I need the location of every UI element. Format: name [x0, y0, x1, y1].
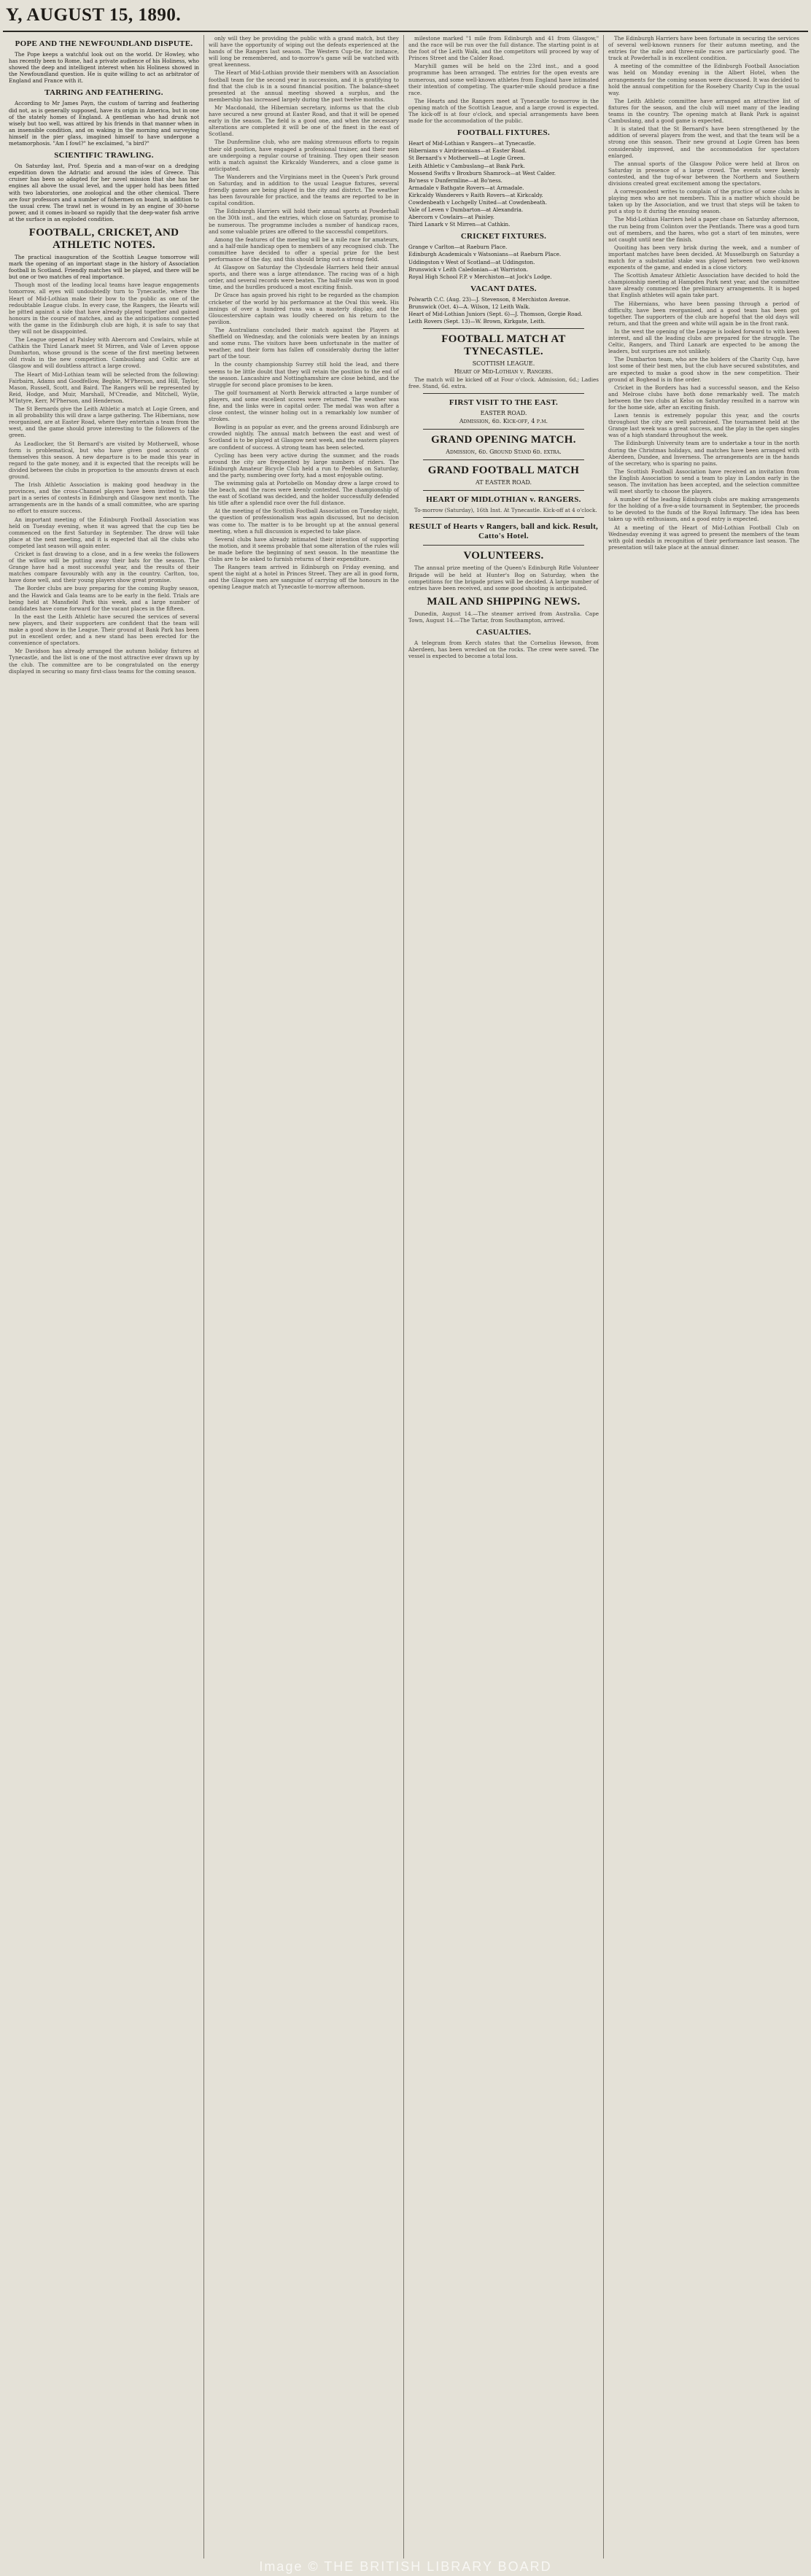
columns-container: [4, 35, 805, 2558]
section-subheading: Admission, 6d. Ground Stand 6d. extra.: [446, 449, 562, 456]
article-paragraph: Several clubs have already intimated their intention of supporting the motion, and it seems probable that some alteration of the rules will be made before the beginning of next season. In the meantime the clubs are to be asked to furnish returns of their expenditure.: [209, 535, 399, 563]
list-item: Armadale v Bathgate Rovers—at Armadale.: [408, 184, 524, 191]
issue-date: Y, AUGUST 15, 1890.: [6, 5, 182, 25]
section-divider: [423, 490, 584, 491]
list-item: Brunswick (Oct. 4)—A. Wilson, 12 Leith Walk.: [408, 303, 530, 310]
article-paragraph: The practical inauguration of the Scottish League tomorrow will mark the opening of an important stage in the history of Association football in Scotland. Friendly matches will be played, and there will be but one or two matches of real importance.: [9, 253, 199, 281]
article-paragraph: The annual sports of the Glasgow Police were held at Ibrox on Saturday in presence of a large crowd. The events were keenly contested, and the tug-of-war between the Northern and Southern divisions created great excitement among the spectators.: [608, 160, 799, 187]
section-heading: FOOTBALL FIXTURES.: [457, 128, 551, 138]
section-heading: POPE AND THE NEWFOUNDLAND DISPUTE.: [15, 39, 193, 48]
article-paragraph: Cycling has been very active during the summer, and the roads around the city are frequented by large numbers of riders. The Edinburgh Amateur Bicycle Club held a run to Peebles on Saturday, and the party, numbering over forty, had a most enjoyable outing.: [209, 451, 399, 478]
list-item: Grange v Carlton—at Raeburn Place.: [408, 244, 508, 251]
article-paragraph: An important meeting of the Edinburgh Football Association was held on Tuesday evening, when it was agreed that the cup ties be commenced on the first Saturday in September. The draw will take place at the next meeting, and it is expected that all the clubs who competed last season will again enter.: [9, 516, 199, 549]
section-subheading: EASTER ROAD.: [480, 410, 527, 417]
column-3: [404, 35, 604, 2558]
article-paragraph: According to Mr James Payn, the custom of tarring and feathering did not, as is generally supposed, have its origin in America, but in one of the stately homes of England. A gentleman who had drunk not wisely but too well, was attired by his friends in that manner when in an insensible condition, and on waking in the morning and surveying himself in the pier glass, imagined himself to have undergone a metamorphosis. "Am I fowl?" he exclaimed, "a bird?": [9, 100, 199, 147]
section-heading: GRAND OPENING MATCH.: [431, 434, 576, 446]
masthead-rule: [3, 31, 808, 32]
article-paragraph: The Mid-Lothian Harriers held a paper chase on Saturday afternoon, the run being from Colinton over the Pentlands. There was a good turn out of members, and the hares, who got a start of ten minutes, were not caught until near the finish.: [608, 216, 799, 243]
article-paragraph: Dunedin, August 14.—The steamer arrived from Australia. Cape Town, August 14.—The Tartar, from Southampton, arrived.: [408, 610, 599, 624]
article-paragraph: The Edinburgh University team are to undertake a tour in the north during the Christmas holidays, and matches have been arranged with Aberdeen, Dundee, and Inverness. The arrangements are in the hands of the secretary, who is sparing no pains.: [608, 440, 799, 467]
list-item: Third Lanark v St Mirren—at Cathkin.: [408, 221, 511, 228]
article-paragraph: The swimming gala at Portobello on Monday drew a large crowd to the beach, and the races were keenly contested. The championship of the east of Scotland was decided, and the holder successfully defended his title after a splendid race over the full distance.: [209, 480, 399, 507]
article-paragraph: At the meeting of the Scottish Football Association on Tuesday night, the question of professionalism was again discussed, but no decision was come to. The matter is to be brought up at the annual general meeting, when a full discussion is expected to take place.: [209, 508, 399, 535]
section-divider: [423, 328, 584, 329]
section-divider: [423, 429, 584, 430]
article-paragraph: Cricket is fast drawing to a close, and in a few weeks the followers of the willow will be putting away their bats for the season. The Grange have had a most successful year, and the results of their matches compare favourably with any in the country. Carlton, too, have done well, and their young players show great promise.: [9, 551, 199, 584]
column-1: [4, 35, 204, 2558]
section-heading: VOLUNTEERS.: [463, 550, 544, 562]
article-paragraph: The annual prize meeting of the Queen's Edinburgh Rifle Volunteer Brigade will be held at Hunter's Bog on Saturday, when the competitions for the brigade prizes will be decided. A large number of entries have been received, and some good shooting is anticipated.: [408, 565, 599, 591]
section-heading: FOOTBALL, CRICKET, AND ATHLETIC NOTES.: [28, 226, 179, 251]
section-heading: MAIL AND SHIPPING NEWS.: [427, 595, 581, 608]
section-divider: [423, 517, 584, 518]
list-item: Royal High School F.P. v Merchiston—at Jock's Lodge.: [408, 273, 552, 280]
list-item: Mossend Swifts v Broxburn Shamrock—at West Calder.: [408, 169, 556, 176]
copyright-watermark: Image © THE BRITISH LIBRARY BOARD: [259, 2559, 552, 2574]
article-paragraph: Mr Davidson has already arranged the autumn holiday fixtures at Tynecastle, and the list is one of the most attractive ever drawn up by the club. The committee are to be congratulated on the energy displayed in securing so many first-class teams for the coming season.: [9, 648, 199, 675]
list-item: Vale of Leven v Dumbarton—at Alexandria.: [408, 206, 524, 214]
article-paragraph: The Rangers team arrived in Edinburgh on Friday evening, and spent the night at a hotel in Princes Street. They are all in good form, and the Glasgow men are sanguine of carrying off the honours in the opening League match at Tynecastle to-morrow afternoon.: [209, 564, 399, 591]
article-paragraph: Mr Macdonald, the Hibernian secretary, informs us that the club have secured a new ground at Easter Road, and that it will be opened early in the season. The field is a good one, and when the necessary alterations are completed it will be one of the finest in the east of Scotland.: [209, 104, 399, 138]
article-paragraph: The Australians concluded their match against the Players at Sheffield on Wednesday, and the colonials were beaten by an innings and some runs. The visitors have been unfortunate in the matter of weather, and their form has fallen off considerably during the latter part of the tour.: [209, 326, 399, 360]
article-paragraph: At a meeting of the Heart of Mid-Lothian Football Club on Wednesday evening it was agreed to present the members of the team with gold medals in recognition of their performance last season. The presentation will take place at the annual dinner.: [608, 524, 799, 551]
list-item: Edinburgh Academicals v Watsonians—at Raeburn Place.: [408, 251, 562, 258]
article-paragraph: As Leadlocker, the St Bernard's are visited by Motherwell, whose form is problematical, but who have given good accounts of themselves this season. A new departure is to be made this year in regard to the gate money, and it is expected that the receipts will be divided between the clubs in proportion to the amounts drawn at each ground.: [9, 440, 199, 480]
article-paragraph: The Pope keeps a watchful look out on the world. Dr Howley, who has recently been to Rome, had a private audience of his Holiness, who showed the deep and intelligent interest when his Holiness showed in the Newfoundland question. He is quite willing to act as arbitrator of England and France with it.: [9, 51, 199, 85]
section-heading: RESULT of Hearts v Rangers, ball and kick. Result, Catto's Hotel.: [408, 522, 599, 541]
article-paragraph: The Hearts and the Rangers meet at Tynecastle to-morrow in the opening match of the Scottish League, and a large crowd is expected. The kick-off is at four o'clock, and special arrangements have been made for the accommodation of the public.: [408, 97, 599, 125]
article-paragraph: It is stated that the St Bernard's have been strengthened by the addition of several players from the west, and that the team will be a strong one this season. Their new ground at Logie Green has been considerably improved, and the accommodation for spectators enlarged.: [608, 125, 799, 159]
article-paragraph: The St Bernards give the Leith Athletic a match at Logie Green, and in all probability this will draw a large gathering. The Hibernians, now reorganised, are at Easter Road, where they entertain a team from the west, and the game should prove interesting to the followers of the green.: [9, 406, 199, 439]
article-paragraph: Dr Grace has again proved his right to be regarded as the champion cricketer of the world by his performance at the Oval this week. His innings of over a hundred runs was a masterly display, and the Gloucestershire captain was loudly cheered on his return to the pavilion.: [209, 292, 399, 325]
article-paragraph: A telegram from Kerch states that the Cornelius Hewson, from Aberdeen, has been wrecked on the rocks. The crew were saved. The vessel is expected to become a total loss.: [408, 640, 599, 660]
section-heading: FIRST VISIT TO THE EAST.: [449, 398, 559, 408]
section-heading: TARRING AND FEATHERING.: [44, 88, 163, 98]
article-paragraph: A number of the leading Edinburgh clubs are making arrangements for the holding of a five-a-side tournament in September, the proceeds to be devoted to the funds of the Royal Infirmary. The idea has been taken up with enthusiasm, and a good entry is expected.: [608, 496, 799, 523]
article-paragraph: Cricket in the Borders has had a successful season, and the Kelso and Melrose clubs have both done remarkably well. The match between the two clubs at Kelso on Saturday resulted in a narrow win for the home side, after an exciting finish.: [608, 384, 799, 411]
section-subheading: Heart of Mid-Lothian v. Rangers.: [454, 368, 554, 376]
article-paragraph: The match will be kicked off at Four o'clock. Admission, 6d.; Ladies free. Stand, 6d. extra.: [408, 376, 599, 390]
article-paragraph: A meeting of the committee of the Edinburgh Football Association was held on Monday evening in the Albert Hotel, when the arrangements for the coming season were discussed. It was decided to hold the annual competition for the Rosebery Charity Cup in the usual way.: [608, 63, 799, 96]
section-heading: SCIENTIFIC TRAWLING.: [54, 151, 154, 160]
article-paragraph: The Leith Athletic committee have arranged an attractive list of fixtures for the season, and the club will meet many of the leading teams in the country. The opening match at Bank Park is against Cambuslang, and a good game is expected.: [608, 97, 799, 125]
section-heading: GRAND FOOTBALL MATCH: [427, 465, 580, 477]
article-paragraph: The Wanderers and the Virginians meet in the Queen's Park ground on Saturday, and in addition to the usual League fixtures, several friendly games are being played in the city and district. The weather has been favourable for practice, and the teams are reported to be in capital condition.: [209, 173, 399, 207]
article-paragraph: Quoiting has been very brisk during the week, and a number of important matches have been decided. At Musselburgh on Saturday a match for a substantial stake was played between two well-known exponents of the game, and ended in a close victory.: [608, 244, 799, 271]
section-heading: FOOTBALL MATCH AT TYNECASTLE.: [441, 333, 566, 358]
article-paragraph: The Dunfermline club, who are making strenuous efforts to regain their old position, have engaged a professional trainer, and their men are undergoing a regular course of training. They open their season with a match against the Kirkcaldy Wanderers, and a close game is anticipated.: [209, 139, 399, 172]
article-paragraph: Though most of the leading local teams have league engagements tomorrow, all eyes will undoubtedly turn to Tynecastle, where the Heart of Mid-Lothian make their bow to the public as one of the redoubtable League clubs. In every case, the Rangers, the Hearts will be pitted against a side that have already played together and gained honours in the course of matches, and as the anticipations connected with the game in the Edinburgh club are high, it is safe to say that they will not be disappointed.: [9, 282, 199, 335]
article-paragraph: In the county championship Surrey still hold the lead, and there seems to be little doubt that they will retain the position to the end of the season. Lancashire and Nottinghamshire are close behind, and the struggle for second place promises to be keen.: [209, 361, 399, 388]
list-item: Uddingston v West of Scotland—at Uddingston.: [408, 258, 535, 265]
list-item: Polwarth C.C. (Aug. 23)—J. Stevenson, 8 Merchiston Avenue.: [408, 295, 570, 303]
section-subheading: AT EASTER ROAD.: [475, 479, 532, 486]
column-2: [204, 35, 404, 2558]
column-4: [604, 35, 804, 2558]
list-item: Bo'ness v Dunfermline—at Bo'ness.: [408, 176, 502, 184]
article-paragraph: The Irish Athletic Association is making good headway in the provinces, and the cross-Channel players have been invited to take part in a series of contests in Edinburgh and Glasgow next month. The arrangements are in the hands of a small committee, who are sparing no effort to ensure success.: [9, 481, 199, 515]
article-paragraph: The Hibernians, who have been passing through a period of difficulty, have been reorganised, and a good team has been got together. The supporters of the club are hopeful that the old days will return, and that the green and white will again be in the front rank.: [608, 300, 799, 327]
section-divider: [423, 545, 584, 546]
article-paragraph: The League opened at Paisley with Abercorn and Cowlairs, while at Cathkin the Third Lanark meet St Mirren, and Vale of Leven oppose Dumbarton, whose ground is the scene of the first meeting between old rivals in the new competition. Cambuslang and Celtic are at Glasgow and will doubtless attract a large crowd.: [9, 336, 199, 370]
article-paragraph: Among the features of the meeting will be a mile race for amateurs, and a half-mile handicap open to members of any recognised club. The committee have decided to offer a special prize for the best performance of the day, and this should bring out a strong field.: [209, 236, 399, 263]
article-paragraph: The Heart of Mid-Lothian provide their members with an Association football team for the second year in succession, and it is gratifying to find that the club is in a sound financial position. The balance-sheet presented at the annual meeting showed a surplus, and the membership has increased largely during the past twelve months.: [209, 69, 399, 103]
section-subheading: Admission, 6d. Kick-off, 4 p.m.: [459, 418, 548, 425]
article-paragraph: A correspondent writes to complain of the practice of some clubs in playing men who are not members. This is a matter which should be taken up by the Association, and we trust that steps will be taken to put a stop to it during the ensuing season.: [608, 188, 799, 215]
article-paragraph: To-morrow (Saturday), 16th Inst. At Tynecastle. Kick-off at 4 o'clock.: [414, 507, 597, 514]
section-heading: CRICKET FIXTURES.: [460, 232, 547, 241]
article-paragraph: Lawn tennis is extremely popular this year, and the courts throughout the city are well patronised. The tournament held at the Grange last week was a great success, and the play in the open singles was of a high standard throughout the week.: [608, 412, 799, 439]
article-paragraph: milestone marked "1 mile from Edinburgh and 41 from Glasgow," and the race will be run over the full distance. The starting point is at the foot of the Leith Walk, and the competitors will proceed by way of Princes Street and the Calder Road.: [408, 35, 599, 62]
list-item: Kirkcaldy Wanderers v Raith Rovers—at Kirkcaldy.: [408, 191, 543, 198]
list-item: St Bernard's v Motherwell—at Logie Green.: [408, 155, 525, 162]
article-paragraph: Maryhill games will be held on the 23rd inst., and a good programme has been arranged. The entries for the open events are numerous, and some well-known athletes from England have intimated their intention of competing. The quarter-mile should produce a fine race.: [408, 63, 599, 96]
masthead: [6, 3, 811, 28]
list-item: Cowdenbeath v Lochgelly United—at Cowdenbeath.: [408, 198, 548, 206]
article-paragraph: The Edinburgh Harriers have been fortunate in securing the services of several well-known runners for their autumn meeting, and the entries for the mile and three-mile races are particularly good. The track at Powderhall is in excellent condition.: [608, 35, 799, 62]
section-subheading: SCOTTISH LEAGUE.: [472, 360, 535, 368]
article-paragraph: The Edinburgh Harriers will hold their annual sports at Powderhall on the 30th inst., and the entries, which close on Saturday, promise to be numerous. The programme includes a number of handicap races, and some valuable prizes are offered to the successful competitors.: [209, 208, 399, 235]
article-paragraph: The Heart of Mid-Lothian team will be selected from the following: Fairbairn, Adams and Goodfellow, Begbie, M'Pherson, and Hill, Taylor, Mason, Russell, Scott, and Baird. The Rangers will be represented by Reid, Hodge, and Muir, Marshall, M'Creadie, and Mitchell, Wylie, M'Intyre, Kerr, M'Pherson, and Henderson.: [9, 371, 199, 404]
article-paragraph: In the west the opening of the League is looked forward to with keen interest, and all the leading clubs are prepared for the struggle. The Celtic, Rangers, and Third Lanark are expected to be among the leaders, but surprises are not unlikely.: [608, 327, 799, 355]
section-divider: [423, 459, 584, 460]
article-paragraph: The golf tournament at North Berwick attracted a large number of players, and some excellent scores were returned. The weather was fine, and the links were in capital order. The medal was won after a close contest, the winner holing out in a remarkably low number of strokes.: [209, 389, 399, 423]
section-heading: VACANT DATES.: [470, 284, 537, 293]
list-item: Heart of Mid-Lothian v Rangers—at Tynecastle.: [408, 140, 536, 147]
list-item: Leith Athletic v Cambuslang—at Bank Park.: [408, 162, 525, 169]
article-paragraph: only will they be providing the public with a grand match, but they will have the opportunity of wiping out the defeats experienced at the hands of the Rangers last season. The Western Cup-tie, for instance, will long be remembered, and to-morrow's game will be watched with great keenness.: [209, 35, 399, 69]
article-paragraph: At Glasgow on Saturday the Clydesdale Harriers held their annual sports, and there was a large attendance. The racing was of a high order, and several records were beaten. The half-mile was won in good time, and the hurdles produced a most exciting finish.: [209, 264, 399, 291]
article-paragraph: Bowling is as popular as ever, and the greens around Edinburgh are crowded nightly. The annual match between the east and west of Scotland is to be played at Glasgow next week, and the eastern players are confident of success. A strong team has been selected.: [209, 424, 399, 451]
list-item: Brunswick v Leith Caledonian—at Warriston.: [408, 265, 529, 273]
article-paragraph: The Scottish Amateur Athletic Association have decided to hold the championship meeting at Hampden Park next year, and the committee have already commenced the preliminary arrangements. It is hoped that English athletes will again take part.: [608, 272, 799, 299]
article-paragraph: The Dumbarton team, who are the holders of the Charity Cup, have lost some of their best men, but the club have secured substitutes, and are expected to make a good show in the new competition. Their ground at Boghead is in fine order.: [608, 356, 799, 383]
article-paragraph: In the east the Leith Athletic have secured the services of several new players, and their supporters are confident that the team will make a good show in the League. Their ground at Bank Park has been put in excellent order, and a new stand has been erected for the convenience of spectators.: [9, 613, 199, 647]
section-divider: [423, 393, 584, 394]
article-paragraph: On Saturday last, Prof. Spezia and a man-of-war on a dredging expedition down the Adriatic and around the isles of Greece. This cruiser has been so adapted for her novel mission that she has her engines all above the usual level, and the upper hold has been fitted with two laboratories, one zoological and the other chemical. There are four professors and a number of fishermen on board, in addition to the usual crew. The trawl net is wound in by an engine of 30-horse power, and it comes in-board so rapidly that the deep-water fish arrive at the surface in an exploded condition.: [9, 163, 199, 222]
list-item: Leith Rovers (Sept. 13)—W. Brown, Kirkgate, Leith.: [408, 318, 546, 325]
list-item: Abercorn v Cowlairs—at Paisley.: [408, 214, 494, 221]
section-heading: CASUALTIES.: [476, 628, 532, 637]
article-paragraph: The Scottish Football Association have received an invitation from the English Association to send a team to play in London early in the season. The invitation has been accepted, and the selection committee will meet shortly to choose the players.: [608, 468, 799, 495]
section-heading: HEART OF MIDLOTHIAN v. RANGERS.: [426, 495, 581, 505]
list-item: Heart of Mid-Lothian Juniors (Sept. 6)—J. Thomson, Gorgie Road.: [408, 311, 583, 317]
article-paragraph: The Border clubs are busy preparing for the coming Rugby season, and the Hawick and Gala teams are to be early in the field. Trials are being held at Mansfield Park this week, and a large number of candidates have come forward for the vacant places in the fifteen.: [9, 585, 199, 612]
list-item: Hibernians v Airdrieonians—at Easter Road.: [408, 147, 527, 155]
